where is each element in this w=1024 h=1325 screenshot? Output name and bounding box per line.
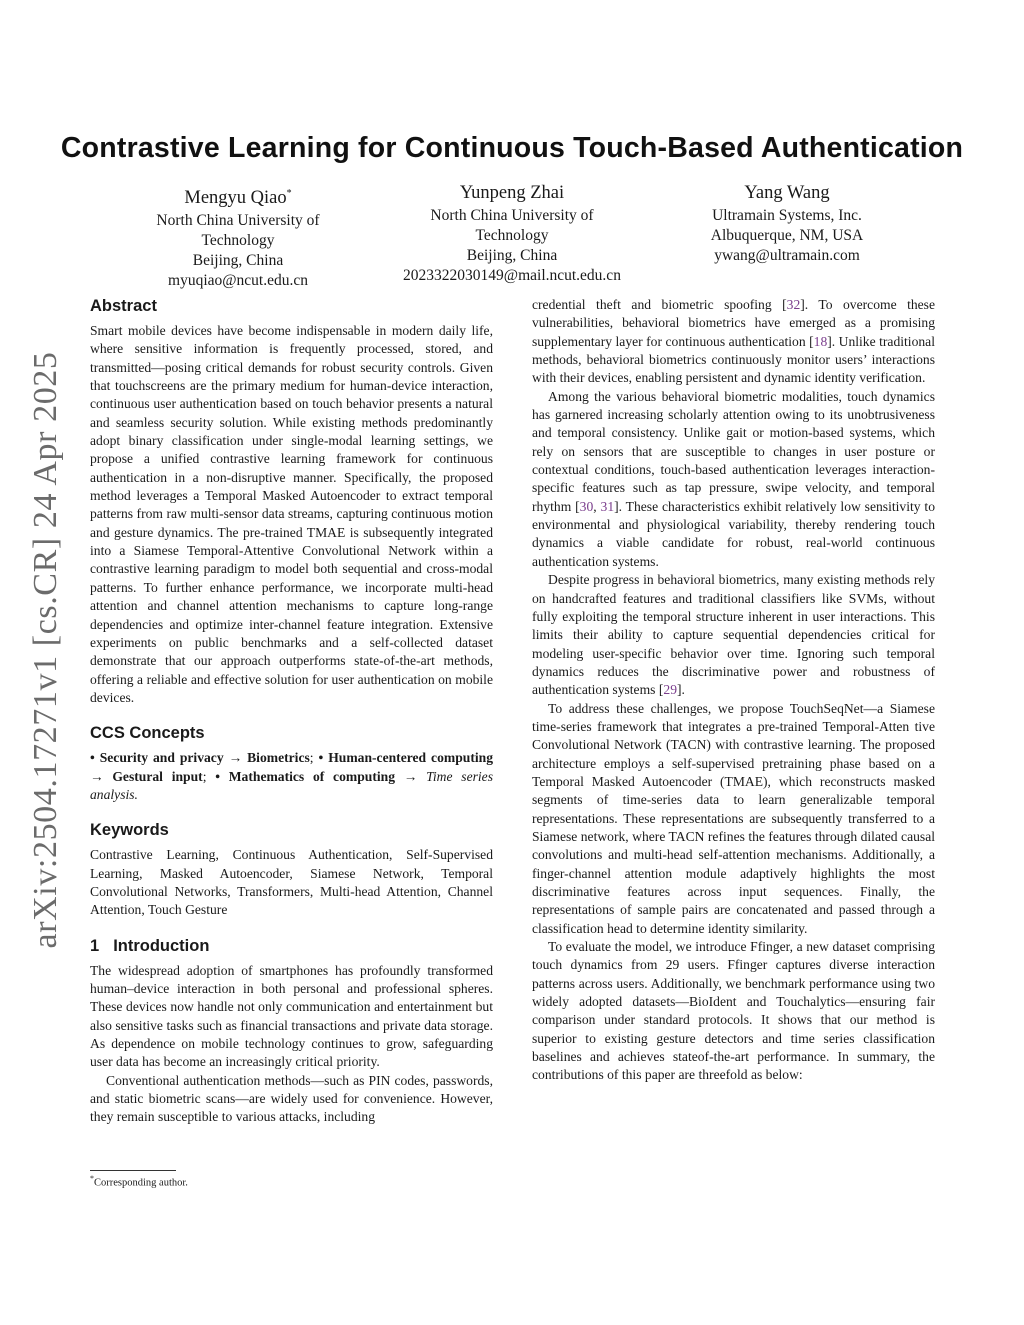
author-email: myuqiao@ncut.edu.cn bbox=[168, 272, 308, 290]
author-3 bbox=[657, 182, 917, 266]
keywords-heading: Keywords bbox=[90, 821, 169, 840]
keywords-text: Contrastive Learning, Continuous Authentication, Self-Supervised Learning, Masked Autoencoder, Siamese Network, Temporal Convolutional Networks, Transformers, Multi-head Attention, Channel Attention, Touch Gesture bbox=[90, 847, 493, 918]
citation-link[interactable]: 29 bbox=[663, 682, 677, 698]
introduction-section bbox=[90, 936, 493, 1127]
author-affiliation: Ultramain Systems, Inc. bbox=[712, 207, 862, 224]
body-paragraph: To evaluate the model, we introduce Ffinger, a new dataset comprising touch dynamics from 29 users. Ffinger captures diverse interaction patterns across users. Additionally, we benchmark performance using two widely adopted datasets—BioIdent and Touchalytics—ensuring fair comparison under standard protocols. It shows that our method is superior to existing gesture detectors and time series classification baselines and achieves stateof-the-art performance. In summary, the contributions of this paper are threefold as below: bbox=[532, 939, 935, 1083]
body-paragraph: To address these challenges, we propose TouchSeqNet—a Siamese time-series framework that integrates a pre-trained Temporal-Atten tive Convolutional Network (TACN) with contrastive learning. The proposed architecture employs a self-supervised pretraining phase based on a Temporal Masked Autoencoder (TMAE), which reconstructs masked segments of time-series data to learn generalizable temporal representations. These representations are subsequently transferred to a Siamese network, where TACN refines the features through dilated causal convolutions and multi-head self-attention mechanisms. Additionally, a finger-channel attention module adaptively highlights the most discriminative features across input sequences. Finally, the representations of sample pairs are concatenated and passed through a classification head to determine identity similarity. bbox=[532, 700, 935, 936]
citation-link[interactable]: 32 bbox=[786, 297, 801, 312]
abstract-heading: Abstract bbox=[90, 297, 157, 315]
author-email: ywang@ultramain.com bbox=[714, 247, 860, 264]
ccs-section bbox=[90, 723, 493, 804]
author-name: Yunpeng Zhai bbox=[459, 183, 565, 203]
introduction-paragraph: Conventional authentication methods—such as PIN codes, passwords, and static biometric scans—are widely used for convenience. However, they remain susceptible to various attacks, including bbox=[90, 1072, 493, 1125]
citation-link[interactable]: 31 bbox=[600, 498, 615, 514]
author-name: Mengyu Qiao* bbox=[184, 188, 292, 209]
paper-title: Contrastive Learning for Continuous Touch-Based Authentication bbox=[60, 132, 964, 164]
citation-link[interactable]: 18 bbox=[813, 333, 828, 349]
footnote: *Corresponding author. bbox=[90, 1174, 188, 1189]
author-affiliation: North China University of bbox=[156, 212, 320, 230]
introduction-heading: 1 Introduction bbox=[90, 936, 210, 955]
author-affiliation: Technology bbox=[201, 232, 275, 250]
author-location: Albuquerque, NM, USA bbox=[710, 227, 864, 244]
author-location: Beijing, China bbox=[192, 252, 284, 270]
author-affiliation: North China University of bbox=[430, 207, 594, 224]
left-column bbox=[90, 296, 493, 1127]
author-location: Beijing, China bbox=[466, 247, 558, 264]
footnote-rule bbox=[90, 1170, 176, 1171]
ccs-heading: CCS Concepts bbox=[90, 724, 205, 743]
abstract-text: Smart mobile devices have become indispensable in modern daily life, where sensitive information is frequently processed, stored, and transmitted—posing critical demands for robust security controls. Given that touchscreens are the primary medium for human-device interaction, continuous user authentication based on touch behavior presents a natural and seamless security solution. While existing methods predominantly adopt binary classification under single-modal learning settings, we propose a unified contrastive learning framework for continuous authentication in a non-disruptive manner. Specifically, the proposed method leverages a Temporal Masked Autoencoder to extract temporal patterns from raw multi-sensor data streams, capturing continuous motion and gesture dynamics. The pre-trained TMAE is subsequently integrated into a Siamese Temporal-Attentive Convolutional Network within a contrastive learning paradigm to model both sequential and cross-modal patterns. To further enhance performance, we incorporate multi-head attention and channel attention mechanisms to capture long-range dependencies and optimize inter-channel feature integration. Extensive experiments on public benchmarks and a self-collected dataset demonstrate that our approach outperforms state-of-the-art methods, offering a reliable and effective solution for user authentication on mobile devices. bbox=[90, 323, 493, 705]
right-column bbox=[532, 296, 935, 1085]
body-paragraph: credential theft and biometric spoofing [32]. To overcome these vulnerabilities, behavioral biometrics have emerged as a promising supplementary layer for continuous authentication [18]. Unlike traditional methods, behavioral biometrics continuously monitor users’ interactions with their devices, enabling persistent and dynamic identity verification. bbox=[532, 297, 935, 386]
author-1 bbox=[108, 182, 368, 291]
author-2 bbox=[382, 182, 642, 286]
keywords-section bbox=[90, 820, 493, 919]
arxiv-stamp: arXiv:2504.17271v1 [cs.CR] 24 Apr 2025 bbox=[27, 351, 64, 949]
author-affiliation: Technology bbox=[475, 227, 549, 244]
ccs-concepts: • Security and privacy → Biometrics; • Human-centered computing → Gestural input; • Mathematics of computing → Time series analysis. bbox=[90, 750, 494, 802]
author-name: Yang Wang bbox=[744, 183, 830, 203]
author-email: 2023322030149@mail.ncut.edu.cn bbox=[403, 267, 621, 284]
citation-link[interactable]: 30 bbox=[579, 498, 594, 514]
body-paragraph: Despite progress in behavioral biometrics, many existing methods rely on handcrafted features and traditional classifiers like SVMs, without fully exploiting the temporal structure inherent in user interactions. This limits their ability to capture sequential dependencies critical for modeling user-specific behavior over time. Ignoring such temporal dynamics reduces the discriminative power and robustness of authentication systems [29]. bbox=[532, 572, 935, 698]
introduction-paragraph: The widespread adoption of smartphones has profoundly transformed human–device interaction in both personal and professional spheres. These devices now handle not only communication and entertainment but also sensitive tasks such as financial transactions and private data storage. As dependence on mobile technology continues to grow, safeguarding user data has become an increasingly critical priority. bbox=[90, 962, 493, 1070]
body-paragraph: Among the various behavioral biometric modalities, touch dynamics has garnered increasing scholarly attention owing to its unobtrusiveness and temporal consistency. Unlike gait or motion-based systems, which rely on sensors that are susceptible to changes in user posture or contextual conditions, touch-based authentication leverages interaction-specific features such as tap pressure, swipe velocity, and temporal rhythm [30, 31]. These characteristics exhibit relatively low sensitivity to environmental and physiological variability, thereby rendering touch dynamics a viable candidate for robust, real-world continuous authentication systems. bbox=[532, 388, 935, 569]
